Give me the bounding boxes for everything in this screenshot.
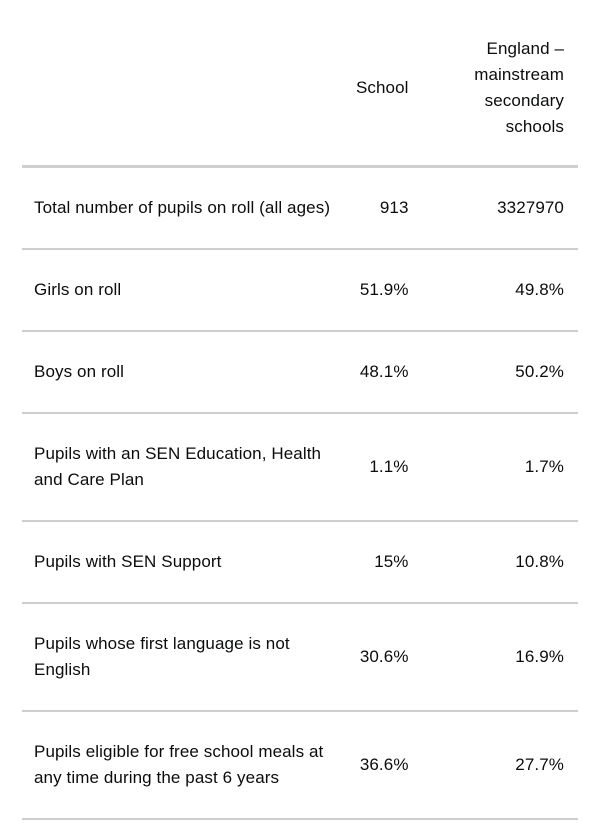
- school-value: 30.6%: [334, 603, 431, 711]
- school-value: 15%: [334, 521, 431, 603]
- row-label: [22, 249, 334, 331]
- row-label-text: Pupils whose first language is not English: [34, 633, 290, 679]
- row-label: [22, 521, 334, 603]
- table-row: [22, 166, 578, 249]
- row-label-text: Boys on roll: [34, 361, 125, 381]
- england-value: 10.8%: [431, 521, 578, 603]
- england-value: 50.2%: [431, 331, 578, 413]
- row-label: [22, 166, 334, 249]
- row-label: [22, 603, 334, 711]
- table-row: [22, 331, 578, 413]
- row-label-text: Pupils with an SEN Education, Health and Care Plan: [34, 443, 322, 489]
- england-value: 27.7%: [431, 711, 578, 819]
- england-value: 16.9%: [431, 603, 578, 711]
- header-label-cell: [22, 0, 334, 166]
- school-value: 913: [334, 166, 431, 249]
- table-body: [22, 166, 578, 819]
- school-value: 36.6%: [334, 711, 431, 819]
- row-label-text: Girls on roll: [34, 279, 122, 299]
- header-school: School: [334, 0, 431, 166]
- row-label-text: Total number of pupils on roll (all ages): [34, 197, 331, 217]
- table-row: [22, 521, 578, 603]
- row-label: [22, 711, 334, 819]
- table-row: [22, 249, 578, 331]
- england-value: 49.8%: [431, 249, 578, 331]
- row-label: [22, 413, 334, 521]
- table-row: [22, 711, 578, 819]
- header-england: [431, 0, 578, 166]
- table-header: [22, 0, 578, 166]
- row-label-text: Pupils eligible for free school meals at any time during the past 6 years: [34, 741, 324, 787]
- header-england-text: England – mainstream secondary schools: [474, 39, 564, 137]
- school-value: 48.1%: [334, 331, 431, 413]
- table-row: [22, 413, 578, 521]
- row-label-text: Pupils with SEN Support: [34, 551, 222, 571]
- header-row: [22, 0, 578, 166]
- england-value: 1.7%: [431, 413, 578, 521]
- pupil-characteristics-table: [22, 0, 578, 820]
- england-value: 3327970: [431, 166, 578, 249]
- table-row: [22, 603, 578, 711]
- school-value: 51.9%: [334, 249, 431, 331]
- row-label: [22, 331, 334, 413]
- school-value: 1.1%: [334, 413, 431, 521]
